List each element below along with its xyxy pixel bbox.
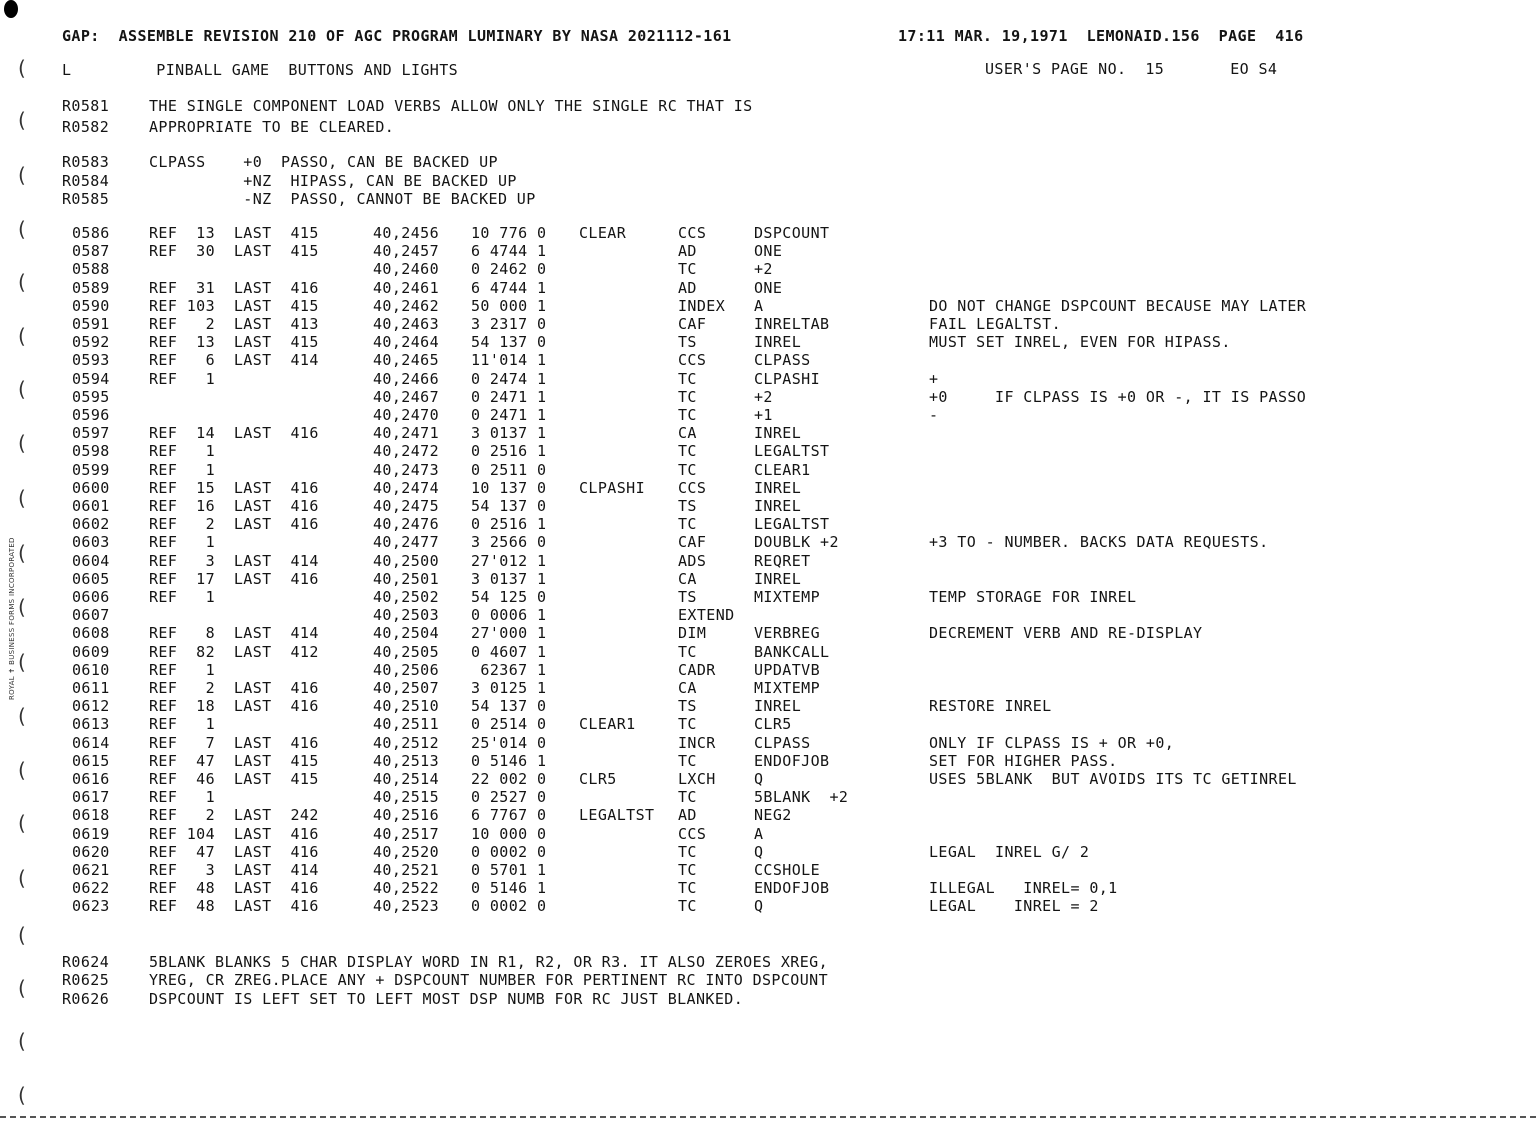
reference-count: REF 2 LAST 413 xyxy=(149,315,319,333)
octal-word: 27'012 1 xyxy=(471,552,547,570)
operand: Q xyxy=(754,770,764,788)
operand: DOUBLK +2 xyxy=(754,533,839,551)
code-label: CLR5 xyxy=(579,770,617,788)
operand: INRELTAB xyxy=(754,315,830,333)
opcode: TC xyxy=(678,897,697,915)
binder-edge-mark: ( xyxy=(18,866,26,890)
remark-text: CLPASS +0 PASSO, CAN BE BACKED UP xyxy=(149,153,498,171)
opcode: CA xyxy=(678,424,697,442)
octal-word: 0 2511 0 xyxy=(471,461,547,479)
octal-word: 10 000 0 xyxy=(471,825,547,843)
listing-line-number: 0593 xyxy=(72,351,110,369)
remark-text: APPROPRIATE TO BE CLEARED. xyxy=(149,118,395,136)
opcode: AD xyxy=(678,242,697,260)
octal-word: 3 2317 0 xyxy=(471,315,547,333)
operand: A xyxy=(754,825,764,843)
operand: LEGALTST xyxy=(754,515,830,533)
octal-word: 0 2514 0 xyxy=(471,715,547,733)
listing-line-number: 0616 xyxy=(72,770,110,788)
opcode: CA xyxy=(678,570,697,588)
code-comment: + xyxy=(929,370,939,388)
opcode: TS xyxy=(678,697,697,715)
operand: VERBREG xyxy=(754,624,821,642)
octal-word: 0 5146 1 xyxy=(471,879,547,897)
listing-line-number: 0610 xyxy=(72,661,110,679)
listing-line-number: 0599 xyxy=(72,461,110,479)
opcode: TC xyxy=(678,879,697,897)
operand: INREL xyxy=(754,697,802,715)
binder-edge-mark: ( xyxy=(18,1083,26,1107)
operand: INREL xyxy=(754,497,802,515)
memory-address: 40,2457 xyxy=(373,242,440,260)
memory-address: 40,2501 xyxy=(373,570,440,588)
listing-line-number: 0606 xyxy=(72,588,110,606)
reference-count: REF 1 xyxy=(149,461,216,479)
binder-edge-mark: ( xyxy=(18,976,26,1000)
listing-line-number: 0586 xyxy=(72,224,110,242)
reference-count: REF 14 LAST 416 xyxy=(149,424,319,442)
code-comment: LEGAL INREL = 2 xyxy=(929,897,1099,915)
memory-address: 40,2473 xyxy=(373,461,440,479)
octal-word: 6 4744 1 xyxy=(471,279,547,297)
opcode: TC xyxy=(678,388,697,406)
operand: CLPASS xyxy=(754,351,811,369)
listing-line-number: 0613 xyxy=(72,715,110,733)
opcode: ADS xyxy=(678,552,707,570)
reference-count: REF 1 xyxy=(149,715,216,733)
opcode: LXCH xyxy=(678,770,716,788)
memory-address: 40,2516 xyxy=(373,806,440,824)
binder-edge-mark: ( xyxy=(18,541,26,565)
memory-address: 40,2462 xyxy=(373,297,440,315)
binder-edge-mark: ( xyxy=(18,595,26,619)
memory-address: 40,2504 xyxy=(373,624,440,642)
octal-word: 0 5146 1 xyxy=(471,752,547,770)
octal-word: 27'000 1 xyxy=(471,624,547,642)
binder-edge-mark: ( xyxy=(18,377,26,401)
listing-line-number: 0618 xyxy=(72,806,110,824)
opcode: CAF xyxy=(678,533,707,551)
reference-count: REF 8 LAST 414 xyxy=(149,624,319,642)
listing-line-number: 0596 xyxy=(72,406,110,424)
reference-count: REF 47 LAST 416 xyxy=(149,843,319,861)
opcode: CADR xyxy=(678,661,716,679)
memory-address: 40,2507 xyxy=(373,679,440,697)
opcode: INDEX xyxy=(678,297,726,315)
binder-edge-mark: ( xyxy=(18,324,26,348)
remark-number: R0624 xyxy=(62,953,110,971)
octal-word: 3 0125 1 xyxy=(471,679,547,697)
octal-word: 3 0137 1 xyxy=(471,570,547,588)
reference-count: REF 2 LAST 416 xyxy=(149,679,319,697)
listing-line-number: 0594 xyxy=(72,370,110,388)
opcode: CAF xyxy=(678,315,707,333)
operand: NEG2 xyxy=(754,806,792,824)
reference-count: REF 48 LAST 416 xyxy=(149,897,319,915)
remark-number: R0581 xyxy=(62,97,110,115)
opcode: TC xyxy=(678,442,697,460)
reference-count: REF 18 LAST 416 xyxy=(149,697,319,715)
reference-count: REF 1 xyxy=(149,442,216,460)
operand: CLR5 xyxy=(754,715,792,733)
memory-address: 40,2456 xyxy=(373,224,440,242)
octal-word: 0 2471 1 xyxy=(471,406,547,424)
operand: +2 xyxy=(754,388,773,406)
opcode: CCS xyxy=(678,479,707,497)
memory-address: 40,2505 xyxy=(373,643,440,661)
operand: ONE xyxy=(754,242,783,260)
operand: BANKCALL xyxy=(754,643,830,661)
opcode: TC xyxy=(678,752,697,770)
listing-line-number: 0621 xyxy=(72,861,110,879)
memory-address: 40,2475 xyxy=(373,497,440,515)
listing-line-number: 0590 xyxy=(72,297,110,315)
octal-word: 25'014 0 xyxy=(471,734,547,752)
opcode: TC xyxy=(678,843,697,861)
binder-edge-mark: ( xyxy=(18,758,26,782)
octal-word: 54 137 0 xyxy=(471,333,547,351)
reference-count: REF 16 LAST 416 xyxy=(149,497,319,515)
binder-edge-mark: ( xyxy=(18,486,26,510)
memory-address: 40,2515 xyxy=(373,788,440,806)
memory-address: 40,2466 xyxy=(373,370,440,388)
octal-word: 0 2474 1 xyxy=(471,370,547,388)
reference-count: REF 13 LAST 415 xyxy=(149,333,319,351)
octal-word: 3 2566 0 xyxy=(471,533,547,551)
listing-line-number: 0598 xyxy=(72,442,110,460)
reference-count: REF 7 LAST 416 xyxy=(149,734,319,752)
memory-address: 40,2510 xyxy=(373,697,440,715)
reference-count: REF 1 xyxy=(149,661,216,679)
reference-count: REF 2 LAST 242 xyxy=(149,806,319,824)
listing-line-number: 0602 xyxy=(72,515,110,533)
listing-line-number: 0587 xyxy=(72,242,110,260)
opcode: EXTEND xyxy=(678,606,735,624)
listing-line-number: 0614 xyxy=(72,734,110,752)
binder-edge-mark: ( xyxy=(18,811,26,835)
code-comment: SET FOR HIGHER PASS. xyxy=(929,752,1118,770)
octal-word: 62367 1 xyxy=(471,661,547,679)
form-vendor-imprint: ROYAL ✝ BUSINESS FORMS INCORPORATED xyxy=(8,537,16,700)
octal-word: 0 2527 0 xyxy=(471,788,547,806)
code-comment: MUST SET INREL, EVEN FOR HIPASS. xyxy=(929,333,1231,351)
operand: INREL xyxy=(754,424,802,442)
reference-count: REF 1 xyxy=(149,533,216,551)
octal-word: 6 4744 1 xyxy=(471,242,547,260)
code-comment: LEGAL INREL G/ 2 xyxy=(929,843,1090,861)
user-page-number: USER'S PAGE NO. 15 EO S4 xyxy=(985,60,1278,78)
memory-address: 40,2520 xyxy=(373,843,440,861)
octal-word: 10 776 0 xyxy=(471,224,547,242)
header-date-page: 17:11 MAR. 19,1971 LEMONAID.156 PAGE 416 xyxy=(898,27,1304,45)
listing-line-number: 0600 xyxy=(72,479,110,497)
opcode: CA xyxy=(678,679,697,697)
remark-number: R0583 xyxy=(62,153,110,171)
reference-count: REF 31 LAST 416 xyxy=(149,279,319,297)
remark-text: DSPCOUNT IS LEFT SET TO LEFT MOST DSP NUMB FOR RC JUST BLANKED. xyxy=(149,990,744,1008)
code-label: CLPASHI xyxy=(579,479,646,497)
remark-number: R0585 xyxy=(62,190,110,208)
opcode: TC xyxy=(678,643,697,661)
reference-count: REF 46 LAST 415 xyxy=(149,770,319,788)
listing-line-number: 0619 xyxy=(72,825,110,843)
operand: ONE xyxy=(754,279,783,297)
operand: INREL xyxy=(754,333,802,351)
octal-word: 0 0002 0 xyxy=(471,897,547,915)
listing-line-number: 0617 xyxy=(72,788,110,806)
opcode: DIM xyxy=(678,624,707,642)
opcode: CCS xyxy=(678,224,707,242)
memory-address: 40,2467 xyxy=(373,388,440,406)
binder-edge-mark: ( xyxy=(18,108,26,132)
listing-line-number: 0603 xyxy=(72,533,110,551)
memory-address: 40,2511 xyxy=(373,715,440,733)
operand: ENDOFJOB xyxy=(754,879,830,897)
memory-address: 40,2506 xyxy=(373,661,440,679)
operand: ENDOFJOB xyxy=(754,752,830,770)
operand: CLPASS xyxy=(754,734,811,752)
reference-count: REF 3 LAST 414 xyxy=(149,552,319,570)
remark-text: -NZ PASSO, CANNOT BE BACKED UP xyxy=(149,190,536,208)
listing-line-number: 0597 xyxy=(72,424,110,442)
opcode: TC xyxy=(678,788,697,806)
code-comment: FAIL LEGALTST. xyxy=(929,315,1062,333)
code-comment: USES 5BLANK BUT AVOIDS ITS TC GETINREL xyxy=(929,770,1297,788)
reference-count: REF 82 LAST 412 xyxy=(149,643,319,661)
memory-address: 40,2512 xyxy=(373,734,440,752)
reference-count: REF 103 LAST 415 xyxy=(149,297,319,315)
operand: CCSHOLE xyxy=(754,861,821,879)
binder-edge-mark: ( xyxy=(18,650,26,674)
reference-count: REF 47 LAST 415 xyxy=(149,752,319,770)
code-comment: TEMP STORAGE FOR INREL xyxy=(929,588,1137,606)
octal-word: 0 2462 0 xyxy=(471,260,547,278)
octal-word: 0 2471 1 xyxy=(471,388,547,406)
memory-address: 40,2464 xyxy=(373,333,440,351)
listing-line-number: 0588 xyxy=(72,260,110,278)
remark-number: R0626 xyxy=(62,990,110,1008)
octal-word: 54 137 0 xyxy=(471,497,547,515)
memory-address: 40,2514 xyxy=(373,770,440,788)
listing-line-number: 0589 xyxy=(72,279,110,297)
reference-count: REF 48 LAST 416 xyxy=(149,879,319,897)
code-label: CLEAR xyxy=(579,224,627,242)
operand: +1 xyxy=(754,406,773,424)
memory-address: 40,2470 xyxy=(373,406,440,424)
octal-word: 50 000 1 xyxy=(471,297,547,315)
header-title: GAP: ASSEMBLE REVISION 210 OF AGC PROGRAM LUMINARY BY NASA 2021112-161 xyxy=(62,27,732,45)
octal-word: 0 2516 1 xyxy=(471,515,547,533)
octal-word: 0 2516 1 xyxy=(471,442,547,460)
memory-address: 40,2463 xyxy=(373,315,440,333)
punch-hole-mark xyxy=(4,0,18,18)
reference-count: REF 1 xyxy=(149,588,216,606)
listing-line-number: 0604 xyxy=(72,552,110,570)
opcode: TC xyxy=(678,515,697,533)
binder-edge-mark: ( xyxy=(18,163,26,187)
binder-edge-mark: ( xyxy=(18,704,26,728)
memory-address: 40,2474 xyxy=(373,479,440,497)
octal-word: 11'014 1 xyxy=(471,351,547,369)
listing-line-number: 0615 xyxy=(72,752,110,770)
listing-line-number: 0620 xyxy=(72,843,110,861)
octal-word: 54 125 0 xyxy=(471,588,547,606)
reference-count: REF 1 xyxy=(149,370,216,388)
code-comment: DO NOT CHANGE DSPCOUNT BECAUSE MAY LATER xyxy=(929,297,1307,315)
octal-word: 22 002 0 xyxy=(471,770,547,788)
opcode: TC xyxy=(678,715,697,733)
reference-count: REF 3 LAST 414 xyxy=(149,861,319,879)
section-title: L PINBALL GAME BUTTONS AND LIGHTS xyxy=(62,61,459,79)
memory-address: 40,2460 xyxy=(373,260,440,278)
binder-edge-mark: ( xyxy=(18,431,26,455)
binder-edge-mark: ( xyxy=(18,270,26,294)
opcode: CCS xyxy=(678,825,707,843)
code-comment: DECREMENT VERB AND RE-DISPLAY xyxy=(929,624,1203,642)
operand: LEGALTST xyxy=(754,442,830,460)
reference-count: REF 2 LAST 416 xyxy=(149,515,319,533)
memory-address: 40,2476 xyxy=(373,515,440,533)
reference-count: REF 13 LAST 415 xyxy=(149,224,319,242)
remark-text: +NZ HIPASS, CAN BE BACKED UP xyxy=(149,172,517,190)
listing-line-number: 0622 xyxy=(72,879,110,897)
memory-address: 40,2477 xyxy=(373,533,440,551)
reference-count: REF 15 LAST 416 xyxy=(149,479,319,497)
code-label: LEGALTST xyxy=(579,806,655,824)
operand: CLPASHI xyxy=(754,370,821,388)
remark-number: R0625 xyxy=(62,971,110,989)
octal-word: 0 4607 1 xyxy=(471,643,547,661)
reference-count: REF 104 LAST 416 xyxy=(149,825,319,843)
listing-line-number: 0612 xyxy=(72,697,110,715)
octal-word: 54 137 0 xyxy=(471,697,547,715)
operand: CLEAR1 xyxy=(754,461,811,479)
operand: INREL xyxy=(754,570,802,588)
reference-count: REF 17 LAST 416 xyxy=(149,570,319,588)
memory-address: 40,2500 xyxy=(373,552,440,570)
listing-line-number: 0623 xyxy=(72,897,110,915)
memory-address: 40,2521 xyxy=(373,861,440,879)
reference-count: REF 30 LAST 415 xyxy=(149,242,319,260)
operand: INREL xyxy=(754,479,802,497)
listing-line-number: 0608 xyxy=(72,624,110,642)
operand: Q xyxy=(754,843,764,861)
operand: Q xyxy=(754,897,764,915)
code-comment: +0 IF CLPASS IS +0 OR -, IT IS PASSO xyxy=(929,388,1307,406)
remark-text: YREG, CR ZREG.PLACE ANY + DSPCOUNT NUMBER FOR PERTINENT RC INTO DSPCOUNT xyxy=(149,971,829,989)
operand: 5BLANK +2 xyxy=(754,788,849,806)
reference-count: REF 1 xyxy=(149,788,216,806)
remark-number: R0584 xyxy=(62,172,110,190)
opcode: AD xyxy=(678,806,697,824)
remark-number: R0582 xyxy=(62,118,110,136)
binder-edge-mark: ( xyxy=(18,56,26,80)
binder-edge-mark: ( xyxy=(18,217,26,241)
operand: MIXTEMP xyxy=(754,588,821,606)
opcode: TC xyxy=(678,260,697,278)
opcode: TC xyxy=(678,370,697,388)
octal-word: 0 0002 0 xyxy=(471,843,547,861)
operand: DSPCOUNT xyxy=(754,224,830,242)
memory-address: 40,2472 xyxy=(373,442,440,460)
operand: REQRET xyxy=(754,552,811,570)
memory-address: 40,2461 xyxy=(373,279,440,297)
code-comment: ILLEGAL INREL= 0,1 xyxy=(929,879,1118,897)
octal-word: 0 5701 1 xyxy=(471,861,547,879)
remark-text: 5BLANK BLANKS 5 CHAR DISPLAY WORD IN R1, R2, OR R3. IT ALSO ZEROES XREG, xyxy=(149,953,829,971)
opcode: TC xyxy=(678,861,697,879)
listing-line-number: 0609 xyxy=(72,643,110,661)
memory-address: 40,2513 xyxy=(373,752,440,770)
listing-line-number: 0591 xyxy=(72,315,110,333)
memory-address: 40,2522 xyxy=(373,879,440,897)
opcode: CCS xyxy=(678,351,707,369)
remark-text: THE SINGLE COMPONENT LOAD VERBS ALLOW ONLY THE SINGLE RC THAT IS xyxy=(149,97,753,115)
octal-word: 10 137 0 xyxy=(471,479,547,497)
opcode: AD xyxy=(678,279,697,297)
code-label: CLEAR1 xyxy=(579,715,636,733)
reference-count: REF 6 LAST 414 xyxy=(149,351,319,369)
memory-address: 40,2502 xyxy=(373,588,440,606)
listing-line-number: 0601 xyxy=(72,497,110,515)
listing-line-number: 0605 xyxy=(72,570,110,588)
opcode: INCR xyxy=(678,734,716,752)
memory-address: 40,2471 xyxy=(373,424,440,442)
memory-address: 40,2503 xyxy=(373,606,440,624)
page-tear-line xyxy=(0,1116,1536,1118)
binder-edge-mark: ( xyxy=(18,1029,26,1053)
opcode: TC xyxy=(678,406,697,424)
binder-edge-mark: ( xyxy=(18,923,26,947)
operand: +2 xyxy=(754,260,773,278)
code-comment: RESTORE INREL xyxy=(929,697,1052,715)
memory-address: 40,2465 xyxy=(373,351,440,369)
listing-line-number: 0592 xyxy=(72,333,110,351)
code-comment: +3 TO - NUMBER. BACKS DATA REQUESTS. xyxy=(929,533,1269,551)
opcode: TS xyxy=(678,588,697,606)
octal-word: 6 7767 0 xyxy=(471,806,547,824)
code-comment: ONLY IF CLPASS IS + OR +0, xyxy=(929,734,1175,752)
listing-line-number: 0595 xyxy=(72,388,110,406)
octal-word: 0 0006 1 xyxy=(471,606,547,624)
operand: UPDATVB xyxy=(754,661,821,679)
memory-address: 40,2517 xyxy=(373,825,440,843)
opcode: TS xyxy=(678,497,697,515)
octal-word: 3 0137 1 xyxy=(471,424,547,442)
listing-line-number: 0607 xyxy=(72,606,110,624)
listing-line-number: 0611 xyxy=(72,679,110,697)
code-comment: - xyxy=(929,406,939,424)
opcode: TC xyxy=(678,461,697,479)
operand: A xyxy=(754,297,764,315)
memory-address: 40,2523 xyxy=(373,897,440,915)
operand: MIXTEMP xyxy=(754,679,821,697)
opcode: TS xyxy=(678,333,697,351)
